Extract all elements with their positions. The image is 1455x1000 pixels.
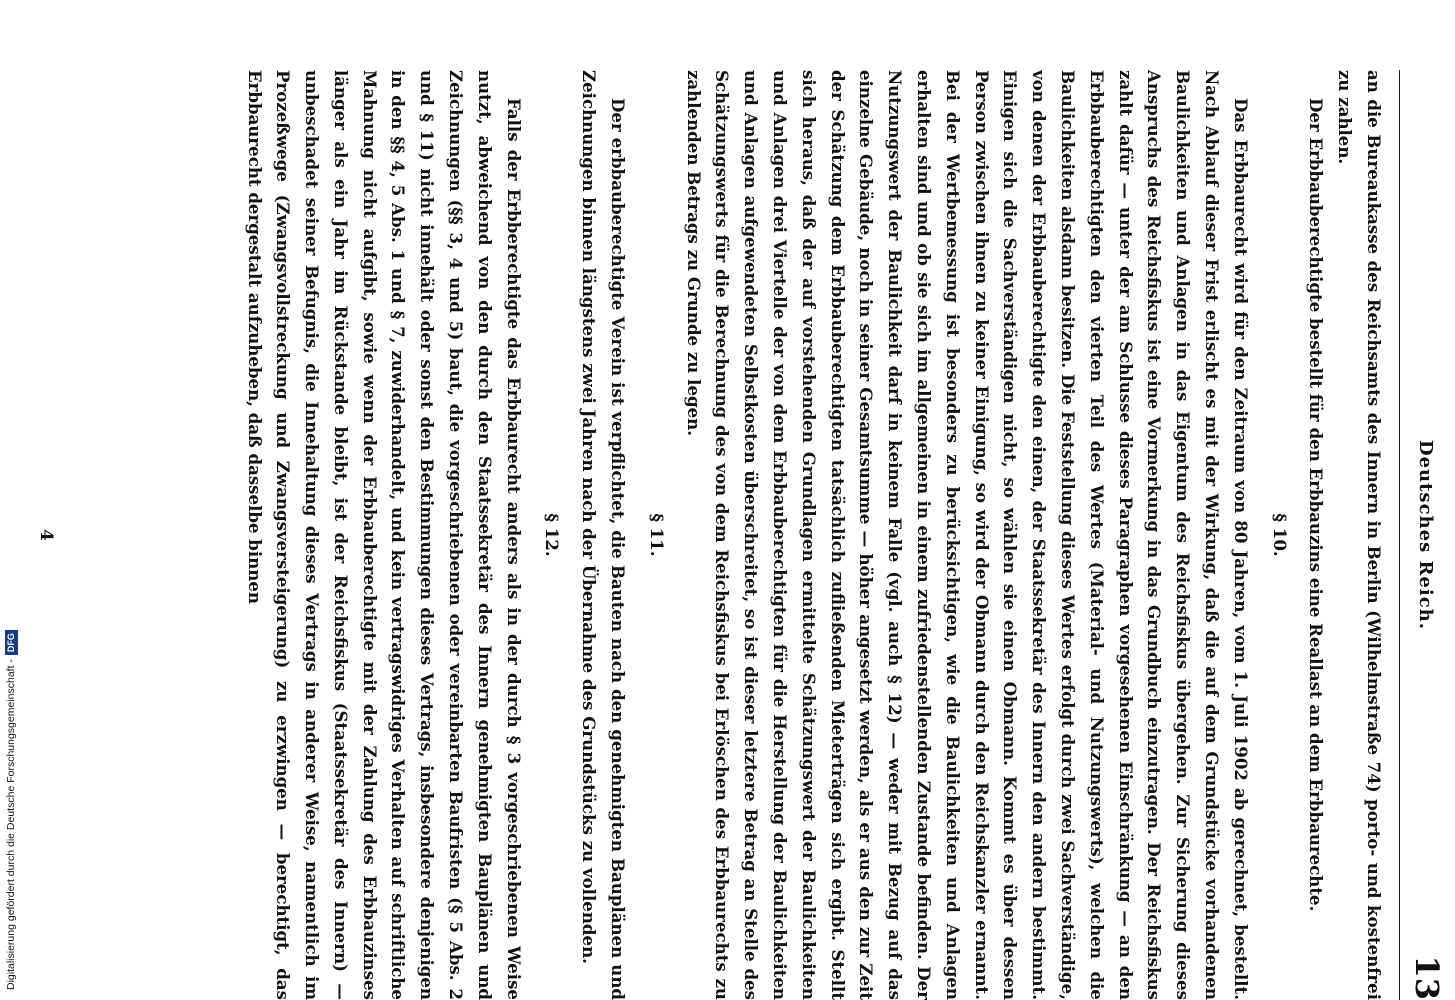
paragraph: Das Erbbaurecht wird für den Zeitraum von 80 Jahren, vom 1. Juli 1902 ab gerechnet, bestellt. Nach Ablauf dieser Frist erlischt es mit der Wirkung, daß die auf dem Grundstücke vorhandenen Baulichkeiten und Anlagen in das Eigentum des Reichsfiskus übergehen. Zur Sicherung dieses Anspruchs des Reichsfiskus ist eine Vormerkung in das Grundbuch einzutragen. Der Reichsfiskus zahlt dafür — unter der am Schlusse dieses Paragraphen vorgesehenen Einschränkung — an den Erbbauberechtigten den vierten Teil des Wertes (Material- und Nutzungswerts), welchen die Baulichkeiten alsdann besitzen. Die Feststellung dieses Wertes erfolgt durch zwei Sachverständige, von denen der Erbbauberechtigte den einen, der Staatssekretär des Innern den andern bestimmt. Einigen sich die Sachverständigen nicht, so wählen sie einen Obmann. Kommt es über dessen Person zwischen ihnen zu keiner Einigung, so wird der Obmann durch den Reichskanzler ernannt. Bei der Wertbemessung ist besonders zu berücksichtigen, wie die Baulichkeiten und Anlagen erhalten sind und ob sie sich im allgemeinen in einem zufriedenstellenden Zustande befinden. Der Nutzungswert der Baulichkeit darf in keinem Falle (vgl. auch § 12) — weder mit Bezug auf das einzelne Gebäude, noch in seiner Gesamtsumme — höher angesetzt werden, als er aus den zur Zeit der Schätzung dem Erbbauberechtigten tatsächlich zufließenden Mieterträgen sich ergibt. Stellt sich heraus, daß der auf vorstehenden Grundlagen ermittelte Schätzungswert der Baulichkeiten und Anlagen drei Viertelle der von dem Erbbauberechtigten für die Herstellung der Baulichkeiten und Anlagen aufgewendeten Selbstkosten überschreitet, so ist dieser letztere Betrag an Stelle des Schätzungswerts für die Berechnung des von dem Reichsfiskus bei Erlöschen des Erbbaurechts zu zahlenden Betrags zu Grunde zu legen.: [683, 70, 1251, 1000]
credit-text: Digitalisierung gefördert durch die Deutsche Forschungsgemeinschaft -: [5, 659, 17, 990]
header-rule: [1399, 70, 1400, 1000]
digitization-credit: [2, 0, 20, 990]
page-header: [1400, 70, 1446, 1000]
paragraph: Der Erbbauberechtigte bestellt für den Erbbauzins eine Reallast an dem Erbbaurechte.: [1306, 98, 1327, 912]
section-heading-12: § 12.: [542, 513, 563, 557]
dfg-logo: DFG: [5, 630, 18, 655]
paragraph: Der erbbauberechtigte Verein ist verpflichtet, die Bauten nach den genehmigten Bauplänen und Zeichnungen binnen längstens zwei Jahren nach der Übernahme des Grundstücks zu vollenden.: [579, 70, 629, 1000]
section-heading-10: § 10.: [1269, 513, 1290, 557]
paragraph: an die Bureaukasse des Reichsamts des Innern in Berlin (Wilhelmstraße 74) porto- und kostenfrei zu zahlen.: [1335, 70, 1384, 1000]
signature-mark: 4: [36, 529, 56, 541]
body-text: [240, 70, 1388, 1000]
page-number: 13: [1408, 955, 1446, 1000]
paragraph: Falls der Erbberechtigte das Erbbaurecht anders als in der durch § 3 vorgeschriebenen Weise nutzt, abweichend von den durch den Staatssekretär des Innern genehmigten Bauplänen und Zeichnungen (§§ 3, 4 und 5) baut, die vorgeschriebenen oder vereinbarten Baufristen (§ 5 Abs. 2 und § 11) nicht innehält oder sonst den Bestimmungen dieses Vertrags, insbesondere denjenigen in den §§ 4, 5 Abs. 1 und § 7, zuwiderhandelt, und kein vertragswidriges Verhalten auf schriftliche Mahnung nicht aufgibt, sowie wenn der Erbbauberechtigte mit der Zahlung des Erbbauzinses länger als ein Jahr im Rückstande bleibt, ist der Reichsfiskus (Staatssekretär des Innern) — unbeschadet seiner Befugnis, die Innehaltung dieses Vertrags in anderer Weise, namentlich im Prozeßwege (Zwangsvollstreckung und Zwangsversteigerung) zu erzwingen — berechtigt, das Erbbaurecht dergestalt aufzuheben, daß dasselbe binnen: [244, 70, 524, 1000]
rotated-document-page: [0, 70, 1446, 1000]
page-content: [0, 70, 1446, 1000]
section-heading-11: § 11.: [646, 513, 667, 557]
running-title: Deutsches Reich.: [1415, 439, 1436, 631]
